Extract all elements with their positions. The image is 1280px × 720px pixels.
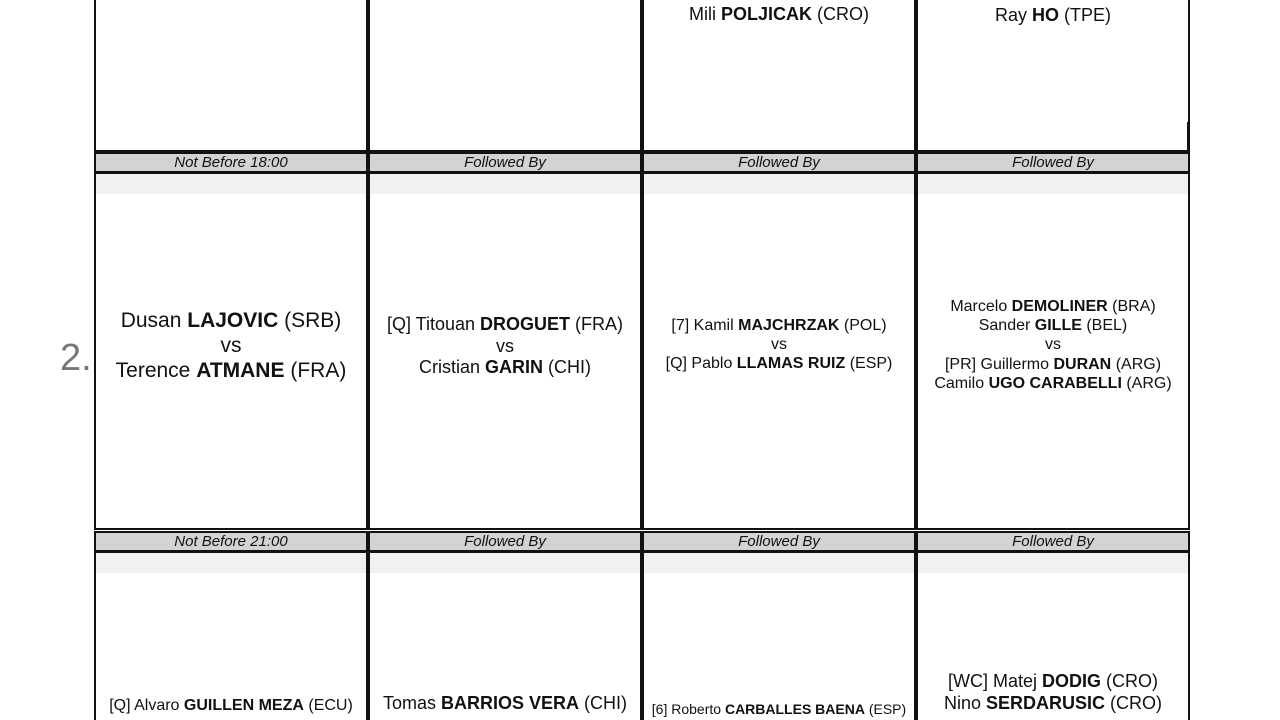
- divider-tick: [366, 122, 368, 152]
- cell-shade: [918, 553, 1188, 573]
- cell-shade: [370, 174, 640, 194]
- time-bar-r3-c2: Followed By: [368, 531, 642, 551]
- team-a-player-1: Marcelo DEMOLINER (BRA): [950, 298, 1156, 315]
- player-1-line: Dusan LAJOVIC (SRB): [120, 309, 342, 332]
- match-cell-r3-c3: [642, 551, 916, 720]
- match-r3-c4: [918, 671, 1188, 714]
- divider-tick: [1187, 122, 1189, 152]
- team-b-player-1: [PR] Guillermo DURAN (ARG): [944, 355, 1162, 373]
- match-cell-r2-c4: [916, 172, 1190, 530]
- player-1-line: [Q] Alvaro GUILLEN MEZA (ECU): [109, 697, 353, 714]
- vs-label: vs: [496, 335, 514, 356]
- player-1-line: Tomas BARRIOS VERA (CHI): [382, 693, 628, 713]
- match-r1-c3: [644, 4, 914, 26]
- team-a-player-1: [WC] Matej DODIG (CRO): [947, 671, 1159, 691]
- match-r3-c2: [370, 693, 640, 715]
- vs-label: vs: [1045, 336, 1061, 354]
- time-bar-r2-c4: Followed By: [916, 152, 1190, 172]
- match-cell-r2-c2: [368, 172, 642, 530]
- match-cell-r3-c2: [368, 551, 642, 720]
- match-cell-r3-c1: [94, 551, 368, 720]
- match-cell-r1-c4: [916, 0, 1190, 152]
- player-line: Ray HO (TPE): [994, 5, 1112, 25]
- match-cell-r1-c2: [368, 0, 642, 152]
- cell-shade: [918, 174, 1188, 194]
- player-line: Mili POLJICAK (CRO): [688, 4, 870, 24]
- time-bar-r3-c1: Not Before 21:00: [94, 531, 368, 551]
- vs-label: vs: [220, 334, 242, 358]
- match-r3-c3: [644, 701, 914, 718]
- match-r2-c4: [918, 297, 1188, 393]
- time-bar-r2-c3: Followed By: [642, 152, 916, 172]
- court-row-number: 2.: [60, 337, 92, 379]
- player-1-line: [Q] Titouan DROGUET (FRA): [386, 314, 624, 334]
- match-cell-r2-c1: [94, 172, 368, 530]
- time-bar-r2-c2: Followed By: [368, 152, 642, 172]
- match-cell-r1-c1: [94, 0, 368, 152]
- player-2-line: Cristian GARIN (CHI): [418, 357, 592, 378]
- cell-shade: [644, 553, 914, 573]
- player-1-line: [6] Roberto CARBALLES BAENA (ESP): [651, 701, 907, 717]
- team-a-player-2: Sander GILLE (BEL): [978, 317, 1128, 335]
- match-r1-c4: [918, 5, 1188, 27]
- vs-label: vs: [771, 336, 787, 354]
- cell-shade: [644, 174, 914, 194]
- match-r2-c1: [96, 308, 366, 384]
- cell-shade: [370, 553, 640, 573]
- cell-shade: [96, 174, 366, 194]
- team-b-player-2: Camilo UGO CARABELLI (ARG): [934, 374, 1172, 392]
- team-a-player-2: Nino SERDARUSIC (CRO): [943, 692, 1163, 713]
- player-1-line: [7] Kamil MAJCHRZAK (POL): [671, 317, 887, 334]
- match-cell-r1-c3: [642, 0, 916, 152]
- match-cell-r3-c4: [916, 551, 1190, 720]
- cell-shade: [96, 553, 366, 573]
- match-r3-c1: [96, 696, 366, 715]
- player-2-line: Terence ATMANE (FRA): [115, 359, 347, 383]
- player-2-line: [Q] Pablo LLAMAS RUIZ (ESP): [665, 355, 893, 373]
- time-bar-r3-c4: Followed By: [916, 531, 1190, 551]
- time-bar-r2-c1: Not Before 18:00: [94, 152, 368, 172]
- match-r2-c3: [644, 316, 914, 374]
- match-cell-r2-c3: [642, 172, 916, 530]
- time-bar-r3-c3: Followed By: [642, 531, 916, 551]
- match-r2-c2: [370, 314, 640, 379]
